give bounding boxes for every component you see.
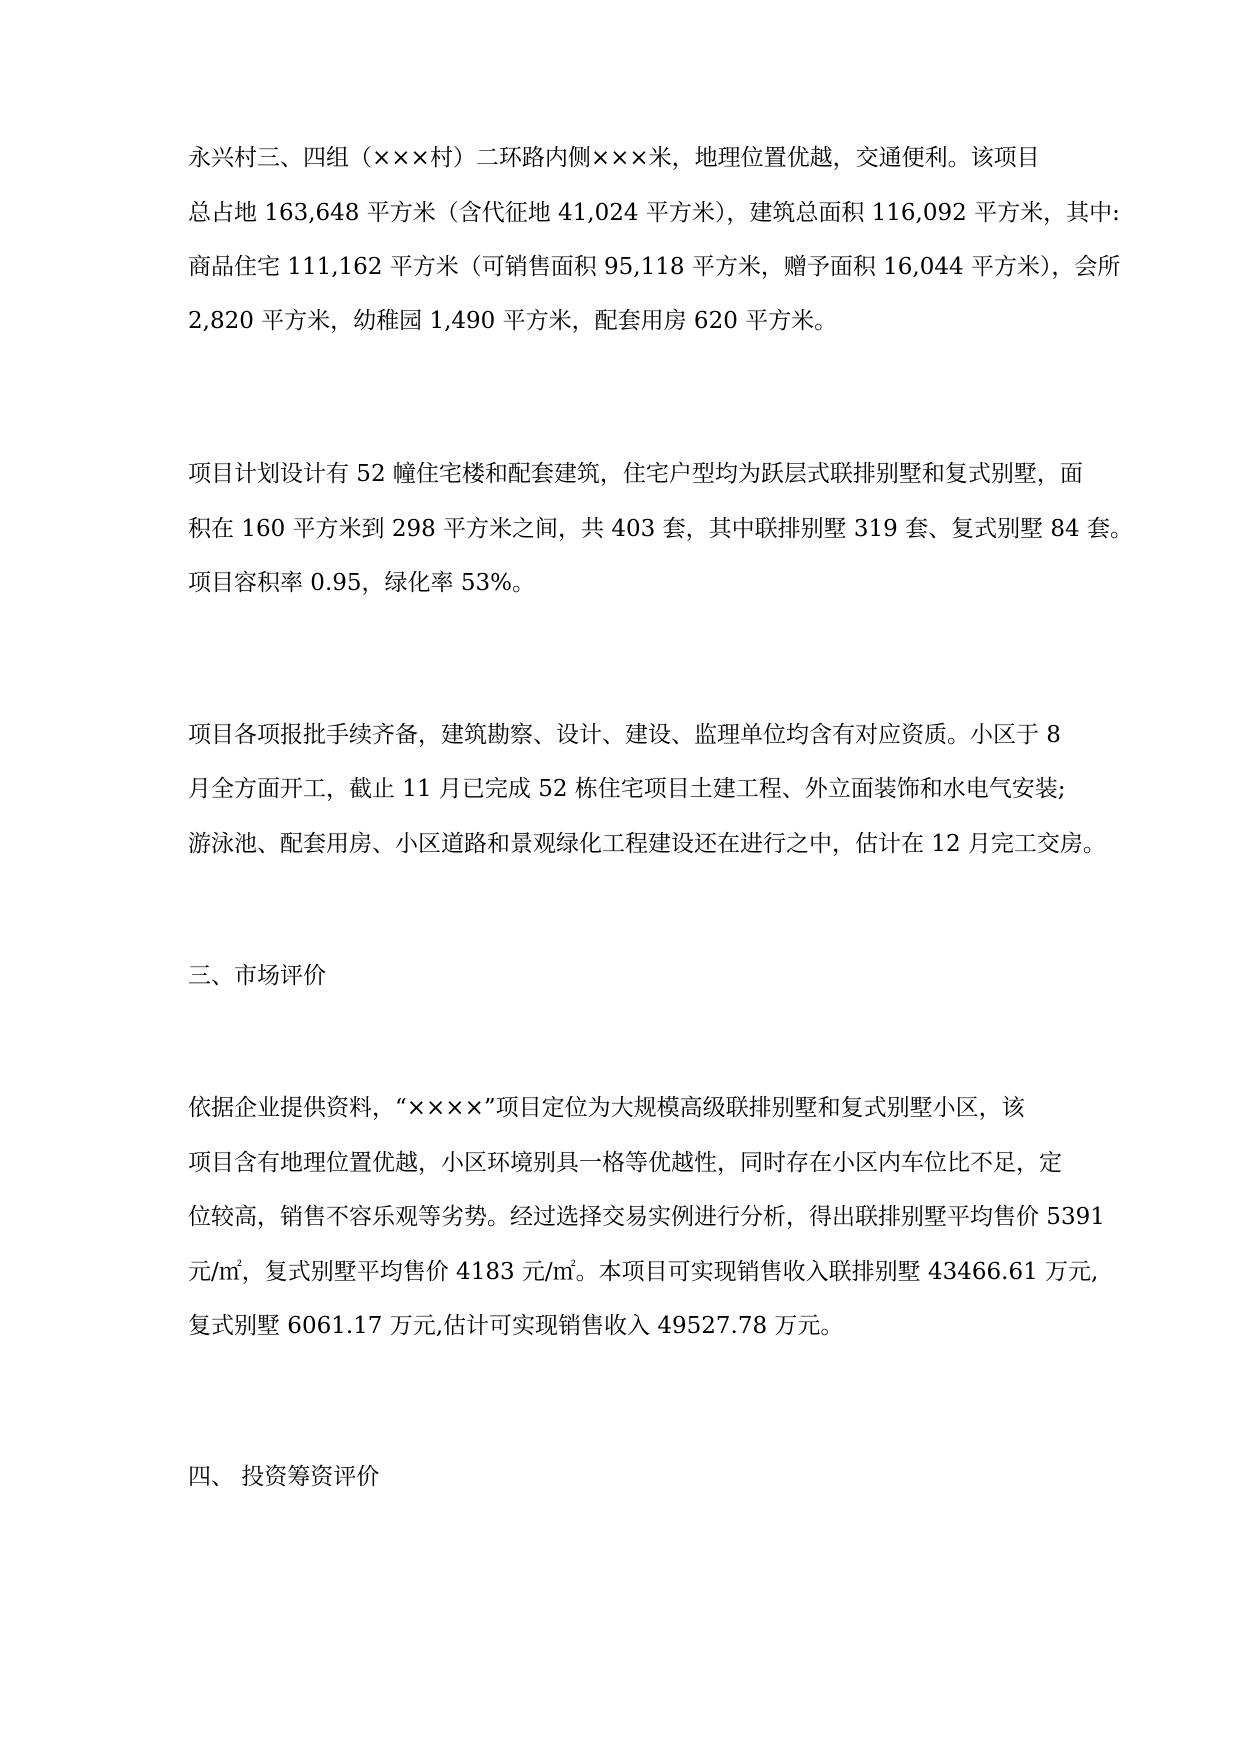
paragraph-2-line-2: 积在 160 平方米到 298 平方米之间，共 403 套，其中联排别墅 319 套、复式别墅 84 套。 — [188, 516, 1133, 542]
paragraph-3-line-1: 项目各项报批手续齐备，建筑勘察、设计、建设、监理单位均含有对应资质。小区于 8 — [188, 722, 1061, 748]
paragraph-3-line-2: 月全方面开工，截止 11 月已完成 52 栋住宅项目土建工程、外立面装饰和水电气安装; — [188, 776, 1066, 802]
paragraph-1-line-4: 2,820 平方米，幼稚园 1,490 平方米，配套用房 620 平方米。 — [188, 308, 838, 334]
paragraph-1-line-2: 总占地 163,648 平方米（含代征地 41,024 平方米），建筑总面积 116,092 平方米，其中: — [188, 200, 1120, 226]
paragraph-1-line-1: 永兴村三、四组（×××村）二环路内侧×××米，地理位置优越，交通便利。该项目 — [188, 145, 1040, 171]
paragraph-4-line-5: 复式别墅 6061.17 万元,估计可实现销售收入 49527.78 万元。 — [188, 1313, 844, 1339]
paragraph-4-line-4: 元/㎡，复式别墅平均售价 4183 元/㎡。本项目可实现销售收入联排别墅 43466.61 万元, — [188, 1259, 1099, 1285]
paragraph-3-line-3: 游泳池、配套用房、小区道路和景观绿化工程建设还在进行之中，估计在 12 月完工交房。 — [188, 831, 1106, 857]
paragraph-4-line-3: 位较高，销售不容乐观等劣势。经过选择交易实例进行分析，得出联排别墅平均售价 5391 — [188, 1204, 1105, 1230]
paragraph-4-line-1: 依据企业提供资料，“××××”项目定位为大规模高级联排别墅和复式别墅小区，该 — [188, 1095, 1025, 1121]
paragraph-4-line-2: 项目含有地理位置优越，小区环境别具一格等优越性，同时存在小区内车位比不足，定 — [188, 1150, 1062, 1176]
section-heading-investment: 四、 投资筹资评价 — [188, 1464, 380, 1490]
paragraph-1-line-3: 商品住宅 111,162 平方米（可销售面积 95,118 平方米，赠予面积 16,044 平方米），会所 — [188, 254, 1121, 280]
paragraph-2-line-3: 项目容积率 0.95，绿化率 53%。 — [188, 570, 535, 596]
paragraph-2-line-1: 项目计划设计有 52 幢住宅楼和配套建筑，住宅户型均为跃层式联排别墅和复式别墅，面 — [188, 461, 1083, 487]
section-heading-market: 三、市场评价 — [188, 963, 326, 989]
